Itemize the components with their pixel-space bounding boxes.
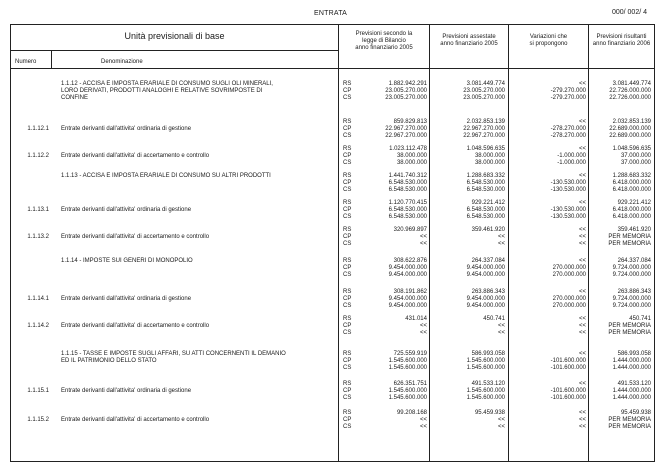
value-cell-c1	[354, 81, 427, 102]
amount: 22.726.000.000	[609, 88, 651, 94]
amount: 1.288.683.332	[612, 173, 651, 179]
type-code: CS	[343, 214, 352, 220]
type-code: CS	[343, 330, 352, 336]
type-code: RS	[343, 410, 352, 416]
page-code: 000/ 002/ 4	[611, 9, 647, 16]
description-line: Entrate derivanti dall'attivita' di accertamento e controllo	[61, 417, 210, 423]
value-cell-c2	[431, 119, 505, 140]
row-types	[343, 81, 351, 102]
value-cell-c3	[511, 173, 586, 194]
amount: 95.459.938	[620, 410, 651, 416]
amount: <<	[419, 417, 427, 423]
amount: 6.548.530.000	[466, 180, 505, 186]
chapter-description	[61, 258, 331, 265]
description-line: 1.1.13 - ACCISA E IMPOSTA ERARIALE DI CONSUMO SU ALTRI PRODOTTI	[61, 173, 271, 179]
value-cell-c1	[354, 258, 427, 279]
chapter-description	[61, 173, 331, 180]
amount: 6.548.530.000	[466, 207, 505, 213]
type-code: CP	[343, 388, 352, 394]
numero-header: Numero	[15, 59, 37, 65]
row-description	[61, 388, 331, 395]
amount: 586.993.058	[617, 351, 651, 357]
amount: 1.288.683.332	[466, 173, 505, 179]
amount: 491.533.120	[471, 381, 505, 387]
amount: 1.444.000.000	[612, 365, 651, 371]
type-code: RS	[343, 351, 352, 357]
value-cell-c3	[511, 81, 586, 102]
amount: 9.454.000.000	[466, 265, 505, 271]
amount: -101.600.000	[550, 395, 586, 401]
value-cell-c3	[511, 146, 586, 167]
description-line: 1.1.12 - ACCISA E IMPOSTA ERARIALE DI CONSUMO SUGLI OLI MINERALI,	[61, 81, 273, 87]
amount: 9.724.000.000	[612, 296, 651, 302]
amount: <<	[578, 258, 586, 264]
row-number: 1.1.14.1	[27, 296, 49, 302]
amount: 37.000.000	[620, 160, 651, 166]
amount: <<	[578, 351, 586, 357]
amount: PER MEMORIA	[608, 241, 651, 247]
amount: PER MEMORIA	[608, 424, 651, 430]
amount: 1.444.000.000	[612, 395, 651, 401]
amount: 1.545.600.000	[388, 358, 427, 364]
amount: 6.418.000.000	[612, 180, 651, 186]
value-cell-c2	[431, 146, 505, 167]
amount: 1.444.000.000	[612, 358, 651, 364]
value-cell-c4	[591, 410, 651, 431]
amount: <<	[419, 323, 427, 329]
amount: -101.600.000	[550, 388, 586, 394]
amount: 1.444.000.000	[612, 388, 651, 394]
type-code: CP	[343, 207, 352, 213]
row-types	[343, 381, 351, 402]
amount: 359.461.920	[471, 227, 505, 233]
amount: 38.000.000	[396, 160, 427, 166]
amount: 9.454.000.000	[388, 272, 427, 278]
amount: 1.048.596.635	[466, 146, 505, 152]
description-line: LORO DERIVATI, PRODOTTI ANALOGHI E RELATIVE SOVRIMPOSTE DI	[61, 88, 263, 94]
amount: <<	[419, 234, 427, 240]
amount: 264.337.084	[617, 258, 651, 264]
value-cell-c3	[511, 316, 586, 337]
amount: 22.726.000.000	[609, 95, 651, 101]
amount: <<	[497, 330, 505, 336]
type-code: RS	[343, 173, 352, 179]
amount: 9.454.000.000	[466, 272, 505, 278]
type-code: CS	[343, 272, 352, 278]
amount: <<	[419, 424, 427, 430]
value-cell-c4	[591, 227, 651, 248]
amount: 431.014	[405, 316, 427, 322]
amount: <<	[578, 241, 586, 247]
value-cell-c2	[431, 227, 505, 248]
row-types	[343, 227, 351, 248]
type-code: CP	[343, 88, 352, 94]
amount: 38.000.000	[474, 153, 505, 159]
amount: 1.545.600.000	[388, 365, 427, 371]
description-line: 1.1.14 - IMPOSTE SUI GENERI DI MONOPOLIO	[61, 258, 193, 264]
row-number: 1.1.15.1	[27, 388, 49, 394]
amount: 270.000.000	[552, 272, 586, 278]
amount: <<	[497, 234, 505, 240]
amount: 929.221.412	[471, 200, 505, 206]
amount: 725.559.919	[393, 351, 427, 357]
type-code: CS	[343, 303, 352, 309]
value-cell-c2	[431, 351, 505, 372]
row-types	[343, 200, 351, 221]
amount: 263.886.343	[471, 289, 505, 295]
amount: -130.530.000	[550, 214, 586, 220]
col2-header: Previsioni assestate anno finanziario 2005	[440, 34, 498, 47]
amount: <<	[578, 289, 586, 295]
type-code: RS	[343, 258, 352, 264]
type-code: RS	[343, 146, 352, 152]
amount: -278.270.000	[550, 126, 586, 132]
type-code: CP	[343, 323, 352, 329]
col-divider-2	[429, 25, 430, 461]
description-line: Entrate derivanti dall'attivita' ordinaria di gestione	[61, 207, 192, 213]
amount: 308.622.876	[393, 258, 427, 264]
amount: 270.000.000	[552, 303, 586, 309]
amount: 22.967.270.000	[463, 126, 505, 132]
value-cell-c2	[431, 258, 505, 279]
amount: -101.600.000	[550, 365, 586, 371]
type-code: CP	[343, 234, 352, 240]
row-types	[343, 258, 351, 279]
numero-divider	[51, 50, 52, 68]
amount: <<	[578, 417, 586, 423]
value-cell-c2	[431, 381, 505, 402]
amount: 859.829.813	[393, 119, 427, 125]
amount: 6.548.530.000	[466, 214, 505, 220]
amount: <<	[497, 241, 505, 247]
amount: -130.530.000	[550, 187, 586, 193]
amount: 99.208.168	[396, 410, 427, 416]
description-line: CONFINE	[61, 95, 88, 101]
row-description	[61, 207, 331, 214]
amount: -130.530.000	[550, 180, 586, 186]
amount: 270.000.000	[552, 265, 586, 271]
value-cell-c4	[591, 173, 651, 194]
col3-header: Variazioni che si propongono	[529, 34, 568, 47]
amount: -278.270.000	[550, 133, 586, 139]
amount: 929.221.412	[617, 200, 651, 206]
value-cell-c1	[354, 381, 427, 402]
amount: 23.005.270.000	[385, 95, 427, 101]
row-types	[343, 351, 351, 372]
amount: 9.454.000.000	[388, 265, 427, 271]
row-number: 1.1.15.2	[27, 417, 49, 423]
amount: 263.886.343	[617, 289, 651, 295]
amount: 9.724.000.000	[612, 265, 651, 271]
amount: 491.533.120	[617, 381, 651, 387]
value-cell-c1	[354, 351, 427, 372]
type-code: CP	[343, 417, 352, 423]
type-code: CS	[343, 95, 352, 101]
amount: 3.081.449.774	[466, 81, 505, 87]
amount: 450.741	[629, 316, 651, 322]
row-types	[343, 119, 351, 140]
value-cell-c3	[511, 200, 586, 221]
type-code: CS	[343, 133, 352, 139]
type-code: CP	[343, 265, 352, 271]
amount: 1.545.600.000	[466, 388, 505, 394]
value-cell-c2	[431, 81, 505, 102]
amount: -279.270.000	[550, 95, 586, 101]
type-code: CP	[343, 153, 352, 159]
header-divider	[11, 68, 654, 69]
description-line: ED IL PATRIMONIO DELLO STATO	[61, 358, 157, 364]
col-divider-4	[588, 25, 589, 461]
value-cell-c1	[354, 119, 427, 140]
amount: 38.000.000	[396, 153, 427, 159]
amount: <<	[578, 227, 586, 233]
type-code: CS	[343, 241, 352, 247]
value-cell-c1	[354, 316, 427, 337]
amount: PER MEMORIA	[608, 234, 651, 240]
value-cell-c3	[511, 289, 586, 310]
header-divider-left	[11, 50, 338, 51]
amount: 359.461.920	[617, 227, 651, 233]
table-heading: Unità previsionali di base	[124, 31, 225, 41]
amount: 38.000.000	[474, 160, 505, 166]
amount: PER MEMORIA	[608, 417, 651, 423]
amount: 9.724.000.000	[612, 303, 651, 309]
amount: 450.741	[483, 316, 505, 322]
amount: <<	[578, 410, 586, 416]
row-number: 1.1.12.1	[27, 126, 49, 132]
col-divider-1	[338, 25, 339, 461]
amount: <<	[578, 424, 586, 430]
row-types	[343, 410, 351, 431]
amount: 9.724.000.000	[612, 272, 651, 278]
amount: <<	[578, 323, 586, 329]
amount: <<	[497, 323, 505, 329]
amount: 9.454.000.000	[388, 296, 427, 302]
amount: 9.454.000.000	[466, 296, 505, 302]
description-line: Entrate derivanti dall'attivita' ordinaria di gestione	[61, 126, 192, 132]
row-types	[343, 289, 351, 310]
description-line: 1.1.15 - TASSE E IMPOSTE SUGLI AFFARI, SU ATTI CONCERNENTI IL DEMANIO	[61, 351, 286, 357]
amount: 586.993.058	[471, 351, 505, 357]
col-divider-3	[508, 25, 509, 461]
amount: PER MEMORIA	[608, 323, 651, 329]
row-types	[343, 316, 351, 337]
amount: 9.454.000.000	[466, 303, 505, 309]
amount: <<	[497, 424, 505, 430]
type-code: CS	[343, 365, 352, 371]
amount: 626.351.751	[393, 381, 427, 387]
chapter-description	[61, 81, 331, 102]
budget-table	[10, 24, 655, 462]
amount: 308.191.862	[393, 289, 427, 295]
type-code: CP	[343, 126, 352, 132]
amount: <<	[497, 417, 505, 423]
type-code: CS	[343, 395, 352, 401]
row-number: 1.1.13.1	[27, 207, 49, 213]
value-cell-c2	[431, 410, 505, 431]
type-code: CP	[343, 358, 352, 364]
amount: 1.545.600.000	[466, 358, 505, 364]
amount: 1.882.942.291	[388, 81, 427, 87]
type-code: RS	[343, 381, 352, 387]
amount: 37.000.000	[620, 153, 651, 159]
value-cell-c2	[431, 289, 505, 310]
amount: <<	[578, 200, 586, 206]
amount: 6.548.530.000	[388, 180, 427, 186]
row-description	[61, 323, 331, 330]
row-number: 1.1.12.2	[27, 153, 49, 159]
description-line: Entrate derivanti dall'attivita' di accertamento e controllo	[61, 234, 210, 240]
amount: PER MEMORIA	[608, 330, 651, 336]
amount: 1.545.600.000	[466, 395, 505, 401]
value-cell-c4	[591, 316, 651, 337]
row-description	[61, 126, 331, 133]
row-types	[343, 146, 351, 167]
denominazione-header: Denominazione	[101, 59, 143, 65]
amount: 23.005.270.000	[385, 88, 427, 94]
type-code: RS	[343, 81, 352, 87]
value-cell-c4	[591, 119, 651, 140]
type-code: CS	[343, 160, 352, 166]
row-description	[61, 296, 331, 303]
amount: <<	[578, 81, 586, 87]
amount: <<	[578, 146, 586, 152]
amount: 9.454.000.000	[388, 303, 427, 309]
value-cell-c4	[591, 258, 651, 279]
amount: <<	[578, 119, 586, 125]
amount: 320.969.897	[393, 227, 427, 233]
value-cell-c4	[591, 381, 651, 402]
row-description	[61, 153, 331, 160]
type-code: CS	[343, 187, 352, 193]
value-cell-c4	[591, 351, 651, 372]
amount: 2.032.853.139	[612, 119, 651, 125]
value-cell-c2	[431, 173, 505, 194]
description-line: Entrate derivanti dall'attivita' di accertamento e controllo	[61, 323, 210, 329]
amount: 1.023.112.478	[389, 146, 427, 152]
amount: 23.005.270.000	[463, 88, 505, 94]
value-cell-c3	[511, 227, 586, 248]
amount: 22.689.000.000	[609, 126, 651, 132]
amount: 1.545.600.000	[388, 388, 427, 394]
amount: 1.048.596.635	[612, 146, 651, 152]
amount: -1.000.000	[557, 160, 586, 166]
value-cell-c1	[354, 410, 427, 431]
amount: 22.689.000.000	[609, 133, 651, 139]
type-code: CP	[343, 296, 352, 302]
amount: -279.270.000	[550, 88, 586, 94]
type-code: RS	[343, 316, 352, 322]
amount: 1.545.600.000	[388, 395, 427, 401]
row-description	[61, 234, 331, 241]
value-cell-c1	[354, 173, 427, 194]
amount: 23.005.270.000	[463, 95, 505, 101]
amount: 264.337.084	[471, 258, 505, 264]
type-code: CS	[343, 424, 352, 430]
amount: 1.441.740.312	[388, 173, 427, 179]
value-cell-c3	[511, 119, 586, 140]
col4-header: Previsioni risultanti anno finanziario 2006	[592, 34, 651, 47]
amount: <<	[419, 330, 427, 336]
amount: <<	[578, 381, 586, 387]
amount: 3.081.449.774	[612, 81, 651, 87]
value-cell-c3	[511, 381, 586, 402]
value-cell-c3	[511, 410, 586, 431]
amount: 2.032.853.139	[466, 119, 505, 125]
value-cell-c4	[591, 146, 651, 167]
document-title: ENTRATA	[313, 10, 348, 17]
value-cell-c4	[591, 81, 651, 102]
amount: <<	[578, 234, 586, 240]
amount: 270.000.000	[552, 296, 586, 302]
amount: 22.967.270.000	[385, 126, 427, 132]
amount: 22.967.270.000	[463, 133, 505, 139]
type-code: RS	[343, 119, 352, 125]
value-cell-c4	[591, 200, 651, 221]
amount: <<	[578, 173, 586, 179]
amount: <<	[578, 330, 586, 336]
amount: 6.548.530.000	[388, 214, 427, 220]
amount: 6.548.530.000	[466, 187, 505, 193]
value-cell-c2	[431, 200, 505, 221]
amount: 6.548.530.000	[388, 187, 427, 193]
amount: 1.545.600.000	[466, 365, 505, 371]
amount: 95.459.938	[474, 410, 505, 416]
amount: -1.000.000	[557, 153, 586, 159]
amount: 6.418.000.000	[612, 214, 651, 220]
amount: -130.530.000	[550, 207, 586, 213]
amount: 6.548.530.000	[388, 207, 427, 213]
amount: 6.418.000.000	[612, 187, 651, 193]
amount: 6.418.000.000	[612, 207, 651, 213]
description-line: Entrate derivanti dall'attivita' di accertamento e controllo	[61, 153, 210, 159]
value-cell-c1	[354, 146, 427, 167]
type-code: RS	[343, 289, 352, 295]
value-cell-c3	[511, 258, 586, 279]
value-cell-c3	[511, 351, 586, 372]
row-description	[61, 417, 331, 424]
description-line: Entrate derivanti dall'attivita' ordinaria di gestione	[61, 296, 192, 302]
amount: <<	[419, 241, 427, 247]
amount: -101.600.000	[550, 358, 586, 364]
col1-header: Previsioni secondo la legge di Bilancio anno finanziario 2005	[355, 31, 413, 51]
type-code: CP	[343, 180, 352, 186]
value-cell-c1	[354, 227, 427, 248]
type-code: RS	[343, 200, 352, 206]
amount: <<	[578, 316, 586, 322]
value-cell-c4	[591, 289, 651, 310]
description-line: Entrate derivanti dall'attivita' ordinaria di gestione	[61, 388, 192, 394]
chapter-description	[61, 351, 331, 365]
value-cell-c2	[431, 316, 505, 337]
amount: 22.967.270.000	[385, 133, 427, 139]
row-types	[343, 173, 351, 194]
row-number: 1.1.13.2	[27, 234, 49, 240]
type-code: RS	[343, 227, 352, 233]
amount: 1.120.770.415	[388, 200, 427, 206]
value-cell-c1	[354, 289, 427, 310]
row-number: 1.1.14.2	[27, 323, 49, 329]
value-cell-c1	[354, 200, 427, 221]
